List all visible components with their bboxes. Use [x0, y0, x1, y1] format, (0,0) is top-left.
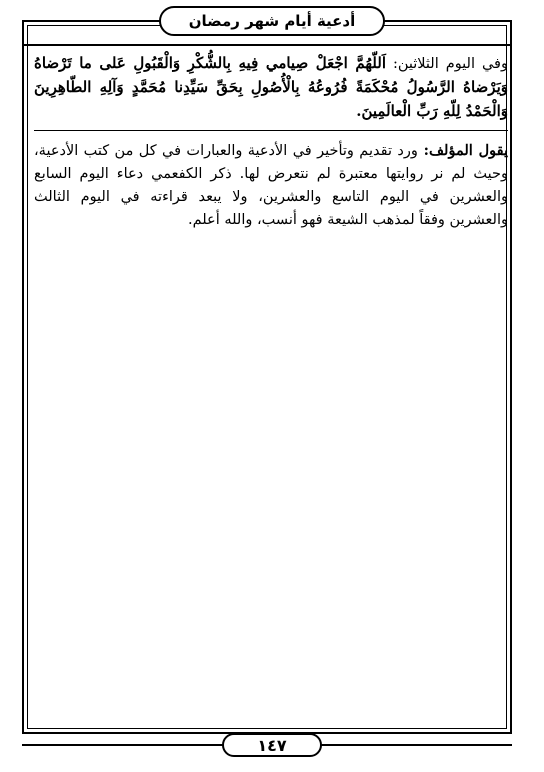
- page-content: [34, 52, 508, 232]
- author-note-text: ورد تقديم وتأخير في الأدعية والعبارات في كل من كتب الأدعية، وحيث لم نر روايتها معتبرة لم نتعرض لها. ذكر الكفعمي دعاء اليوم السابع والعشرين في اليوم التاسع والعشرين، ولا يبعد قراءته في اليوم الثالث والعشرين وفقاً لمذهب الشيعة فهو أنسب، والله أعلم.: [34, 143, 508, 228]
- dua-text: اَللّهُمَّ اجْعَلْ صِيامي فِيهِ بِالشُّكْرِ وَالْقَبُولِ عَلى ما تَرْضاهُ وَيَرْضاهُ الرَّسُولُ مُحْكَمَةً فُرُوعُهُ بِالْأُصُولِ بِحَقِّ سَيِّدِنا مُحَمَّدٍ وَآلِهِ الطّاهِرِينَ وَالْحَمْدُ لِلّهِ رَبِّ الْعالَمِينَ.: [34, 54, 508, 120]
- paragraph-author-note: [34, 139, 508, 232]
- header-rule: [22, 44, 512, 46]
- page-number: ١٤٧: [257, 735, 287, 755]
- page-footer: [222, 733, 322, 757]
- page-title: أدعية أيام شهر رمضان: [188, 12, 356, 30]
- day-intro: وفي اليوم الثلاثين:: [385, 56, 508, 72]
- author-label: يقول المؤلف:: [417, 142, 509, 159]
- page-header: [159, 6, 385, 36]
- paragraph-day-thirty: [34, 52, 508, 131]
